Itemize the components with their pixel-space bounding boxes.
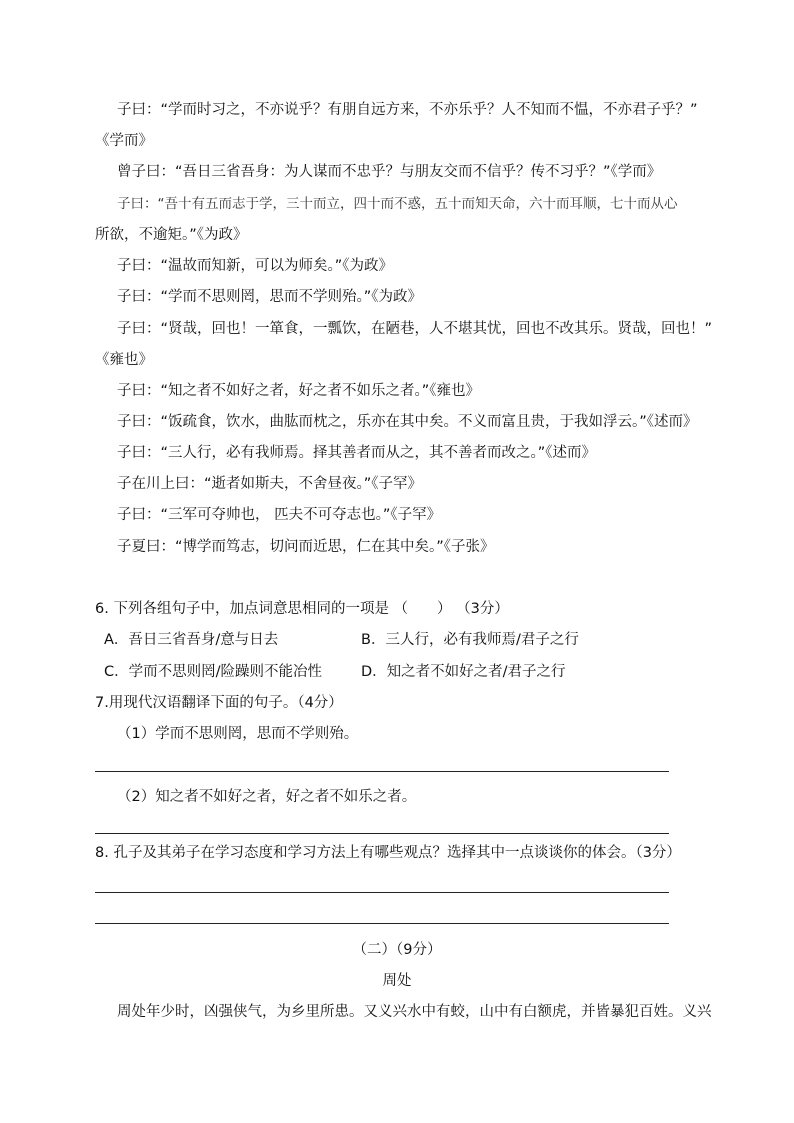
quote-line: 所欲，不逾矩。”《为政》 xyxy=(95,227,248,243)
quote-line: 子曰：“知之者不如好之者，好之者不如乐之者。”《雍也》 xyxy=(117,383,481,399)
answer-line[interactable] xyxy=(95,923,669,924)
option-b: B．三人行，必有我师焉/君子之行 xyxy=(361,632,579,648)
quote-line: 曾子曰：“吾日三省吾身：为人谋而不忠乎？与朋友交而不信乎？传不习乎？”《学而》 xyxy=(117,164,662,180)
option-a: A．吾日三省吾身/意与日去 xyxy=(104,632,279,648)
quote-line: 子曰：“温故而知新，可以为师矣。”《为政》 xyxy=(117,258,394,274)
answer-line[interactable] xyxy=(95,833,669,834)
quote-line: 子曰：“学而不思则罔，思而不学则殆。”《为政》 xyxy=(117,289,423,305)
question-stem: 6. 下列各组句子中，加点词意思相同的一项是 （ ） （3分） xyxy=(95,601,509,617)
quote-line: 子曰：“饭疏食，饮水，曲肱而枕之，乐亦在其中矣。不义而富且贵，于我如浮云。”《述而》 xyxy=(117,414,698,430)
quote-line: 子在川上曰：“逝者如斯夫，不舍昼夜。”《子罕》 xyxy=(117,476,423,492)
quote-line: 子曰：“吾十有五而志于学，三十而立，四十而不惑，五十而知天命，六十而耳顺，七十而从心 xyxy=(117,196,678,212)
quote-line: 子夏曰：“博学而笃志，切问而近思，仁在其中矣。”《子张》 xyxy=(117,539,495,555)
answer-line[interactable] xyxy=(95,771,669,772)
section-heading: （二）（9分） xyxy=(352,942,442,958)
quote-line: 《雍也》 xyxy=(95,352,153,368)
quote-line: 子曰：“贤哉，回也！一箪食，一瓢饮，在陋巷，人不堪其忧，回也不改其乐。贤哉，回也！” xyxy=(117,321,713,337)
option-d: D．知之者不如好之者/君子之行 xyxy=(361,664,566,680)
option-c: C．学而不思则罔/险躁则不能冶性 xyxy=(104,664,323,680)
sentence-2: （2）知之者不如好之者，好之者不如乐之者。 xyxy=(117,789,417,805)
quote-line: 子曰：“三军可夺帅也， 匹夫不可夺志也。”《子罕》 xyxy=(117,507,442,523)
quote-line: 子曰：“三人行，必有我师焉。择其善者而从之，其不善者而改之。”《述而》 xyxy=(117,445,597,461)
passage-title: 周处 xyxy=(382,973,412,989)
question-stem: 8. 孔子及其弟子在学习态度和学习方法上有哪些观点？选择其中一点谈谈你的体会。（3分） xyxy=(95,845,681,861)
question-stem: 7.用现代汉语翻译下面的句子。（4分） xyxy=(95,695,343,711)
answer-line[interactable] xyxy=(95,892,669,893)
sentence-1: （1）学而不思则罔，思而不学则殆。 xyxy=(117,726,359,742)
passage-text: 周处年少时，凶强侠气，为乡里所患。又义兴水中有蛟，山中有白额虎，并皆暴犯百姓。义兴 xyxy=(117,1004,712,1020)
quote-line: 《学而》 xyxy=(95,133,153,149)
quote-line: 子曰：“学而时习之，不亦说乎？有朋自远方来，不亦乐乎？人不知而不愠，不亦君子乎？” xyxy=(117,102,698,118)
